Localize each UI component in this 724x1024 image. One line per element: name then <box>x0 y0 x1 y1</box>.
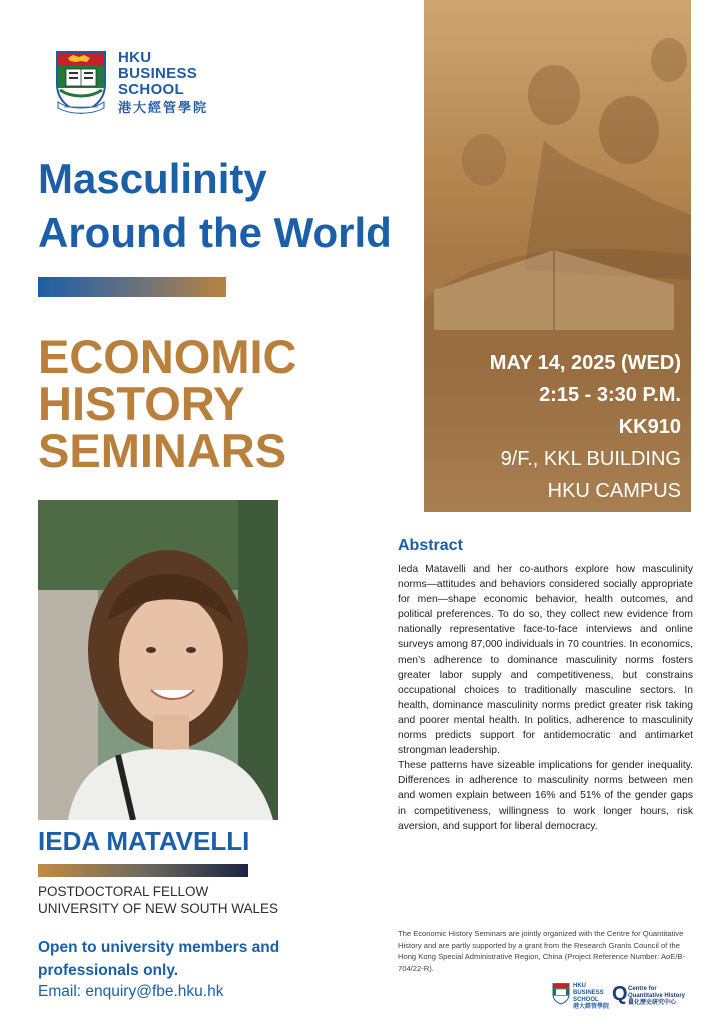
logo-line-2: BUSINESS <box>118 65 198 82</box>
speaker-accent-bar <box>38 864 248 877</box>
footer-hku-wordmark <box>573 983 609 1011</box>
event-date: MAY 14, 2025 (WED) <box>489 352 681 374</box>
logo-line-1: HKU <box>118 49 152 66</box>
abstract-paragraph-1: Ieda Matavelli and her co-authors explore how masculinity norms—attitudes and behaviors considered socially appropriate for men—shape economic behavior, health outcomes, and political preferences. To do so, they collect new evidence from nationally representative face-to-face interviews and online surveys among 87,000 individuals in 70 countries. In economics, men’s adherence to dominance masculinity norms fosters greater labor supply and competitiveness, but constrains occupational choices to traditionally masculine sectors. In health, dominance masculinity norms predict greater risk taking and poorer mental health. In politics, adherence to masculinity norms predicts support for antidemocratic and antimarket strongman leadership. <box>398 564 693 757</box>
footer-hku-line-1: HKU <box>573 983 586 989</box>
logo-wordmark <box>118 50 208 116</box>
footer-hku-chinese: 港大經管學院 <box>573 1004 610 1010</box>
contact-email[interactable]: Email: enquiry@fbe.hku.hk <box>38 983 224 1000</box>
cqh-line-2: Quantitative History <box>628 993 686 999</box>
title-line-1: Masculinity <box>38 155 267 202</box>
speaker-institution: UNIVERSITY OF NEW SOUTH WALES <box>38 901 279 916</box>
event-room: KK910 <box>618 416 681 438</box>
hku-business-school-logo <box>54 50 224 120</box>
cqh-wordmark <box>628 986 685 1007</box>
hku-crest-small-icon <box>552 982 570 1006</box>
abstract-heading: Abstract <box>398 537 463 554</box>
cqh-chinese: 量化歷史研究中心 <box>628 1000 677 1006</box>
series-line-3: SEMINARS <box>38 424 287 477</box>
speaker-photo <box>38 500 278 820</box>
footer-hku-line-3: SCHOOL <box>573 997 599 1003</box>
attendance-notice <box>38 936 279 982</box>
hku-crest-icon <box>54 50 108 116</box>
series-line-2: HISTORY <box>38 377 245 430</box>
speaker-portrait-image <box>38 500 278 820</box>
series-name <box>38 330 297 477</box>
event-details <box>490 347 681 507</box>
speaker-position: POSTDOCTORAL FELLOW <box>38 884 209 899</box>
seminar-title <box>38 152 428 260</box>
title-accent-bar <box>38 277 226 297</box>
footer-logos <box>552 982 692 1010</box>
notice-line-2: professionals only. <box>38 962 179 979</box>
cqh-logo-mark: Q <box>612 983 628 1005</box>
event-campus: HKU CAMPUS <box>547 480 681 502</box>
event-photo-panel <box>424 0 691 512</box>
funding-footnote: The Economic History Seminars are jointly organized with the Centre for Quantitative History and are partly supported by a grant from the Research Grants Council of the Hong Kong Special Administrative Region, China (Project Reference Number: AoE/B-704/22-R). <box>398 929 686 973</box>
abstract-body <box>398 562 693 834</box>
series-line-1: ECONOMIC <box>38 330 297 383</box>
speaker-name: IEDA MATAVELLI <box>38 826 250 856</box>
footer-hku-line-2: BUSINESS <box>573 990 604 996</box>
logo-line-3: SCHOOL <box>118 81 184 98</box>
cqh-line-1: Centre for <box>628 986 657 992</box>
logo-chinese: 港大經管學院 <box>118 100 209 115</box>
notice-line-1: Open to university members and <box>38 939 280 956</box>
speaker-affiliation <box>38 883 278 917</box>
event-building: 9/F., KKL BUILDING <box>500 448 681 470</box>
title-line-2: Around the World <box>38 209 392 256</box>
event-time: 2:15 - 3:30 P.M. <box>539 384 681 406</box>
abstract-paragraph-2: These patterns have sizeable implications for gender inequality. Differences in adherence to masculinity norms between men and women explain between 16% and 51% of the gender gaps in competitiveness, willingness to work longer hours, risk aversion, and support for liberal democracy. <box>398 760 693 832</box>
